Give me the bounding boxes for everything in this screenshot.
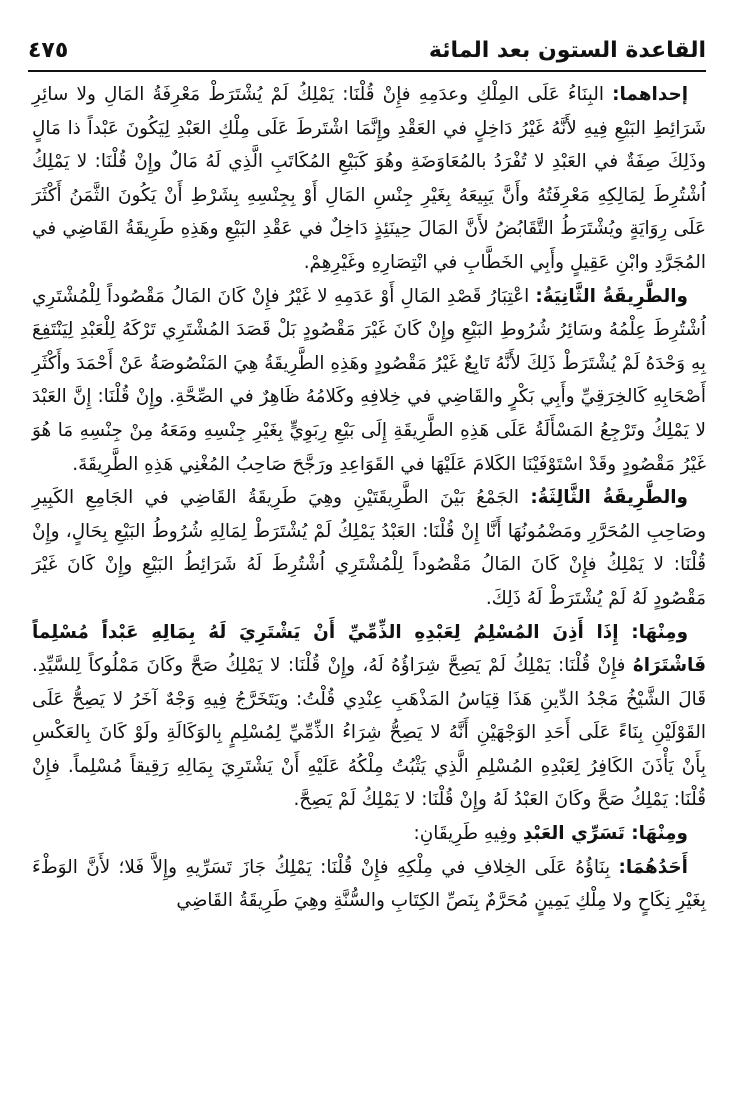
paragraph-text: البِنَاءُ عَلَى المِلْكِ وعدَمِهِ فإِنْ قُلْنَا: يَمْلِكُ لَمْ يُشْتَرَطْ مَعْرِفَةُ المَالِ ولا سائِرِ شَرَائِطِ البَيْعِ فِيهِ لأَنَّهُ غَيْرُ دَاخِلٍ في العَقْدِ وإِنَّمَا اشْتَرطَ عَلَى مِلْكِ العَبْدِ لِيَكُونَ عَبْداً ذا مَالٍ وذَلِكَ صِفَةٌ في العَبْدِ لا تُفْرَدُ بالمُعَاوَضَةِ وهُوَ كَبَيْعِ المُكَاتَبِ الَّذِي لَهُ مَالٌ وإِنْ قُلْنَا: لا يَمْلِكُ اُشْتُرِطَ لِمَالِكِهِ مَعْرِفَتُهُ وأَنَّ يَبِيعَهُ بِغَيْرِ جِنْسِ المَالِ أَوْ بِجِنْسِهِ بِشَرْطِ أَنْ يَكُونَ الثَّمَنُ أَكْثَرَ عَلَى رِوَايَةٍ ويُشْتَرَطُ التَّقَابُضُ لأَنَّ المَالَ حِينَئِذٍ دَاخِلٌ في عَقْدِ البَيْعِ وهَذِهِ طَرِيقَةُ القَاضِي في المُجَرَّدِ وابْنِ عَقِيلٍ وأَبِي الخَطَّابِ في انْتِصَارِهِ وغَيْرِهِمْ. [32, 84, 706, 273]
paragraph-lead: ومِنْهَا: تَسَرِّي العَبْدِ [522, 823, 688, 845]
paragraph-lead: والطَّرِيقَةُ الثَّالِثَةُ: [530, 487, 688, 509]
header-divider [28, 70, 706, 72]
paragraph-text: بِنَاؤُهُ عَلَى الخِلافِ في مِلْكِهِ فإِنْ قُلْنَا: يَمْلِكُ جَازَ تَسَرِّيهِ وإِلاَّ فَلا؛ لأَنَّ الوَطْءَ بِغَيْرِ نِكَاحٍ ولا مِلْكِ يَمِينٍ مُحَرَّمٌ بِنَصِّ الكِتَابِ والسُّنَّةِ وهِيَ طَرِيقَةُ القَاضِي [32, 856, 706, 912]
paragraph-first-way [32, 851, 706, 918]
page-number: ٤٧٥ [28, 38, 69, 63]
paragraph-text: وفِيهِ طَرِيقَانِ: [413, 823, 523, 845]
paragraph-first-method [32, 78, 706, 280]
paragraph-second-method [32, 280, 706, 482]
paragraph-lead: ومِنْهَا: إِذَا أَذِنَ المُسْلِمُ لِعَبْدِهِ الذِّمِّيِّ أَنْ يَشْتَرِيَ لَهُ بِمَالِهِ عَبْداً مُسْلِماً فَاشْتَرَاهُ [32, 621, 706, 677]
paragraph-third-method [32, 481, 706, 615]
paragraph-concubinage [32, 817, 706, 851]
running-title: القاعدة الستون بعد المائة [428, 38, 706, 63]
paragraph-lead: والطَّرِيقَةُ الثَّانِيَةُ: [535, 285, 688, 307]
body-text [32, 78, 706, 918]
paragraph-dhimmi-slave [32, 616, 706, 818]
paragraph-text: الجَمْعُ بَيْنَ الطَّرِيقَتَيْنِ وهِيَ طَرِيقَةُ القَاضِي في الجَامِعِ الكَبِيرِ وصَاحِبِ المُحَرَّرِ ومَضْمُونُهَا أَنَّا إِنْ قُلْنَا: العَبْدُ يَمْلِكُ لَمْ يُشْتَرَطْ لِمَالِهِ شُرُوطُ البَيْعِ بِحَالٍ، وإِنْ قُلْنَا: لا يَمْلِكُ فإِنْ كَانَ المَالُ مَقْصُوداً لِلْمُشْتَرِي اُشْتُرِطَ لَهُ شَرَائِطُ البَيْعِ وإِنْ كَانَ غَيْرَ مَقْصُودٍ لَهُ لَمْ يُشْتَرَطْ لَهُ ذَلِكَ. [32, 487, 706, 609]
paragraph-text: اعْتِبَارُ قَصْدِ المَالِ أَوْ عَدَمِهِ لا غَيْرُ فإِنْ كَانَ المَالُ مَقْصُوداً لِلْمُشْتَرِي اُشْتُرِطَ عِلْمُهُ وسَائِرُ شُرُوطِ البَيْعِ وإِنْ كَانَ غَيْرَ مَقْصُودٍ بَلْ قَصَدَ المُشْتَرِي تَرْكَهُ لِلْعَبْدِ لِيَنْتَفِعَ بِهِ وَحْدَهُ لَمْ يُشْتَرَطْ ذَلِكَ لأَنَّهُ تَابِعٌ غَيْرُ مَقْصُودٍ وهَذِهِ الطَّرِيقَةُ هِيَ المَنْصُوصَةُ عَنْ أَحْمَدَ وأَكْثَرِ أَصْحَابِهِ كَالخِرَقِيِّ وأَبِي بَكْرٍ والقَاضِي في خِلافِهِ وكَلامُهُ ظَاهِرٌ في الصِّحَّةِ. وإِنْ قُلْنَا: إِنَّ العَبْدَ لا يَمْلِكُ وتَرْجِعُ المَسْأَلَةُ عَلَى هَذِهِ الطَّرِيقَةِ إِلَى بَيْعِ رِبَوِيٍّ بِغَيْرِ جِنْسِهِ ومَعَهُ مِنْ جِنْسِهِ مَا هُوَ غَيْرُ مَقْصُودٍ وقَدْ اسْتَوْفَيْنَا الكَلامَ عَلَيْهَا في القَوَاعِدِ ورَجَّحَ صَاحِبُ المُغْنِي هَذِهِ الطَّرِيقَةَ. [32, 285, 706, 475]
paragraph-text: فإِنْ قُلْنَا: يَمْلِكُ لَمْ يَصِحَّ شِرَاؤُهُ لَهُ، وإِنْ قُلْنَا: لا يَمْلِكُ صَحَّ وكَانَ مَمْلُوكاً لِلسَّيِّدِ. قَالَ الشَّيْخُ مَجْدُ الدِّينِ هَذَا قِيَاسُ المَذْهَبِ عِنْدِي قُلْتُ: ويَتَخَرَّجُ فِيهِ وَجْهٌ آخَرُ لا يَصِحُّ عَلَى القَوْلَيْنِ بِنَاءً عَلَى أَحَدِ الوَجْهَيْنِ أَنَّهُ لا يَصِحُّ شِرَاءُ الذِّمِّيِّ لِمُسْلِمٍ بِالوَكَالَةِ ولَوْ كَانَ بِالعَكْسِ بِأَنْ يَأْذَنَ الكَافِرُ لِعَبْدِهِ المُسْلِمِ الَّذِي يَثْبُتُ مِلْكُهُ عَلَيْهِ أَنْ يَشْتَرِيَ بِمَالِهِ رَقِيقاً مُسْلِماً. فإِنْ قُلْنَا: يَمْلِكُ صَحَّ وكَانَ العَبْدُ لَهُ وإِنْ قُلْنَا: لا يَمْلِكُ لَمْ يَصِحَّ. [32, 655, 706, 811]
paragraph-lead: أَحَدُهُمَا: [618, 856, 688, 878]
paragraph-lead: إحداهما: [612, 84, 688, 105]
page-header [28, 34, 706, 68]
